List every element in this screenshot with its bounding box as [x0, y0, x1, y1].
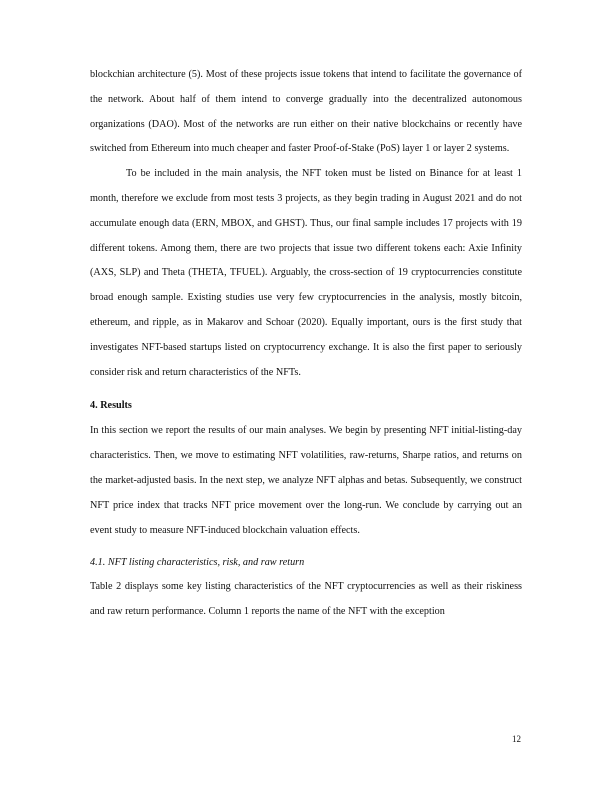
- page-number: 12: [512, 734, 521, 744]
- paragraph-architecture: blockchian architecture (5). Most of these projects issue tokens that intend to facilitate the governance of the network. About half of them intend to converge gradually into the decentralized autonomous organizations (DAO). Most of the networks are run either on their native blockchains or recently have switched from Ethereum into much cheaper and faster Proof-of-Stake (PoS) layer 1 or layer 2 systems.: [90, 69, 522, 155]
- paragraph-sample-selection: To be included in the main analysis, the NFT token must be listed on Binance for at least 1 month, therefore we exclude from most tests 3 projects, as they begin trading in August 2021 and do not accumulate enough data (ERN, MBOX, and GHST). Thus, our final sample includes 17 projects with 19 different tokens. Among them, there are two projects that issue two different tokens each: Axie Infinity (AXS, SLP) and Theta (THETA, TFUEL). Arguably, the cross-section of 19 cryptocurrencies constitute broad enough sample. Existing studies use very few cryptocurrencies in the analysis, mostly bitcoin, ethereum, and ripple, as in Makarov and Schoar (2020). Equally important, ours is the first study that investigates NFT-based startups listed on cryptocurrency exchange. It is also the first paper to seriously consider risk and return characteristics of the NFTs.: [90, 168, 522, 378]
- paragraph-table-2: Table 2 displays some key listing characteristics of the NFT cryptocurrencies as well as their riskiness and raw return performance. Column 1 reports the name of the NFT with the exception: [90, 581, 522, 618]
- subsection-heading-listing: 4.1. NFT listing characteristics, risk, and raw return: [90, 557, 305, 569]
- page-body: [90, 63, 522, 625]
- section-heading-results: 4. Results: [90, 400, 132, 412]
- paragraph-results-overview: In this section we report the results of our main analyses. We begin by presenting NFT initial-listing-day characteristics. Then, we move to estimating NFT volatilities, raw-returns, Sharpe ratios, and returns on the market-adjusted basis. In the next step, we analyze NFT alphas and betas. Subsequently, we construct NFT price index that tracks NFT price movement over the long-run. We conclude by carrying out an event study to measure NFT-induced blockchain valuation effects.: [90, 425, 522, 536]
